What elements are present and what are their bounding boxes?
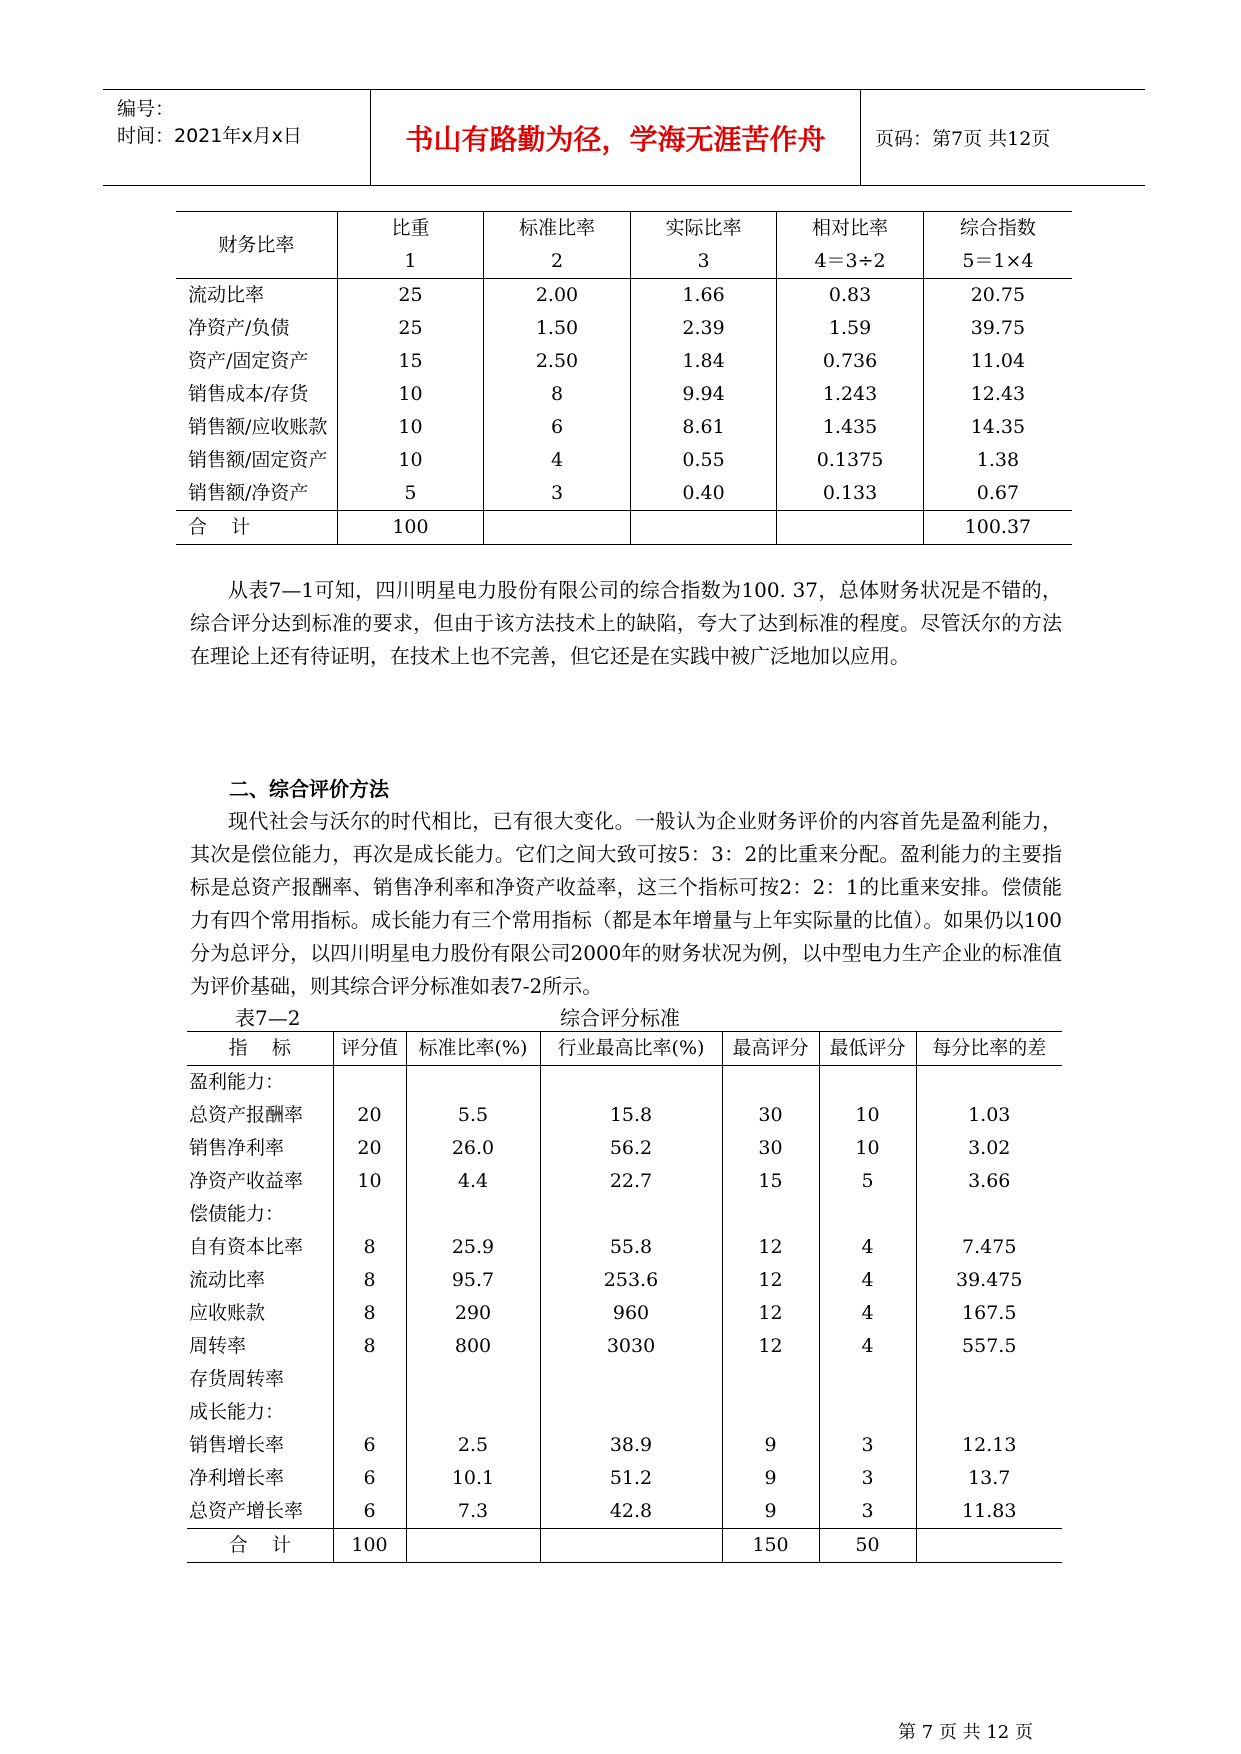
table2-cell: 偿债能力： [189, 1203, 285, 1225]
table1-cell: 0.40 [630, 477, 777, 511]
table2-cell: 167.5 [916, 1297, 1062, 1330]
table2-total-row [187, 1529, 1062, 1563]
table1-header-index: 4＝3÷2 [814, 250, 886, 272]
table1-total-cell: 合 计 [176, 511, 337, 545]
table2-cell [819, 1396, 916, 1429]
table2-row [187, 1330, 1062, 1363]
table2-cell: 1.03 [916, 1099, 1062, 1132]
table2-cell: 3 [819, 1429, 916, 1462]
table2-header-cell: 指 标 [187, 1032, 333, 1066]
table2-cell: 销售增长率 [189, 1434, 285, 1456]
table2-cell: 9 [722, 1462, 819, 1495]
table2-cell: 3 [819, 1462, 916, 1495]
table2-cell: 42.8 [540, 1495, 722, 1529]
table2-cell: 55.8 [540, 1231, 722, 1264]
table2-cell: 12.13 [916, 1429, 1062, 1462]
table2-cell [722, 1066, 819, 1100]
table1-header-cell [484, 212, 631, 279]
table2-cell: 3.66 [916, 1165, 1062, 1198]
table1-header-label: 标准比率 [518, 217, 595, 239]
table1-header-label: 实际比率 [665, 217, 742, 239]
table1-header-cell [337, 212, 484, 279]
table2-cell: 12 [722, 1231, 819, 1264]
table1-header-row [176, 212, 1072, 279]
table1-cell: 销售额/应收账款 [188, 416, 328, 438]
table1-total-cell: 100.37 [923, 511, 1072, 545]
table2-cell: 6 [333, 1429, 406, 1462]
table1-cell: 1.66 [630, 279, 777, 313]
table1-cell: 12.43 [923, 378, 1072, 411]
table1-cell: 4 [484, 444, 631, 477]
table1-cell: 2.39 [630, 312, 777, 345]
table2-cell [406, 1198, 540, 1231]
table1-cell: 销售额/净资产 [188, 482, 309, 504]
table2-total-cell [406, 1529, 540, 1563]
table2-total-cell: 150 [722, 1529, 819, 1563]
table2-row [187, 1198, 1062, 1231]
table2-cell: 8 [333, 1297, 406, 1330]
table2-row [187, 1264, 1062, 1297]
table1-header-cell [176, 212, 337, 279]
table2-header-cell: 每分比率的差 [916, 1032, 1062, 1066]
table1-cell: 0.736 [777, 345, 924, 378]
table2-cell [333, 1396, 406, 1429]
table2-cell: 557.5 [916, 1330, 1062, 1363]
table1-header-label: 比重 [391, 217, 430, 239]
table2-cell: 4 [819, 1264, 916, 1297]
table1-cell: 1.59 [777, 312, 924, 345]
table2-cell: 800 [406, 1330, 540, 1363]
table1-cell: 25 [337, 312, 484, 345]
paragraph-2: 现代社会与沃尔的时代相比，已有很大变化。一般认为企业财务评价的内容首先是盈利能力，其次是偿位能力，再次是成长能力。它们之间大致可按5：3：2的比重来分配。盈利能力的主要指标是总资产报酬率、销售净利率和净资产收益率，这三个指标可按2：2：1的比重来安排。偿债能力有四个常用指标。成长能力有三个常用指标（都是本年增量与上年实际量的比值）。如果仍以100分为总评分，以四川明星电力股份有限公司2000年的财务状况为例，以中型电力生产企业的标准值为评价基础，则其综合评分标准如表7-2所示。 [190, 809, 1062, 998]
table2-cell [333, 1198, 406, 1231]
table2-cell: 51.2 [540, 1462, 722, 1495]
table2-cell: 95.7 [406, 1264, 540, 1297]
financial-ratio-table [176, 211, 1072, 545]
table1-total-cell: 100 [337, 511, 484, 545]
table2-cell: 26.0 [406, 1132, 540, 1165]
table2-cell [540, 1198, 722, 1231]
table2-cell: 12 [722, 1297, 819, 1330]
table2-row [187, 1429, 1062, 1462]
table1-total-cell [777, 511, 924, 545]
table1-cell: 净资产/负债 [188, 317, 290, 339]
table1-row [176, 477, 1072, 511]
header-motto: 书山有路勤为径，学海无涯苦作舟 [405, 122, 826, 156]
table2-cell: 38.9 [540, 1429, 722, 1462]
table2-total-cell: 100 [333, 1529, 406, 1563]
table1-cell: 2.50 [484, 345, 631, 378]
table2-cell: 3030 [540, 1330, 722, 1363]
table2-row [187, 1165, 1062, 1198]
table1-header-label: 相对比率 [812, 217, 889, 239]
table2-cell: 总资产增长率 [189, 1500, 304, 1522]
table2-cell: 56.2 [540, 1132, 722, 1165]
table2-cell: 5.5 [406, 1099, 540, 1132]
table1-cell: 39.75 [923, 312, 1072, 345]
table1-cell: 3 [484, 477, 631, 511]
table1-header-cell [923, 212, 1072, 279]
table2-cell: 10 [819, 1132, 916, 1165]
table2-cell: 应收账款 [189, 1302, 266, 1324]
table1-cell: 0.1375 [777, 444, 924, 477]
table2-cell: 自有资本比率 [189, 1236, 304, 1258]
table2-cell: 15 [722, 1165, 819, 1198]
table2-cell: 成长能力： [189, 1401, 285, 1423]
table2-cell: 12 [722, 1330, 819, 1363]
table1-cell: 1.38 [923, 444, 1072, 477]
table2-cell: 960 [540, 1297, 722, 1330]
header-page-label: 页码：第7页 共12页 [875, 128, 1051, 150]
table1-cell: 11.04 [923, 345, 1072, 378]
table1-cell: 1.435 [777, 411, 924, 444]
table1-cell: 0.133 [777, 477, 924, 511]
table1-cell: 25 [337, 279, 484, 313]
table1-cell: 8 [484, 378, 631, 411]
table2-cell: 7.475 [916, 1231, 1062, 1264]
table2-title: 综合评分标准 [560, 1006, 680, 1030]
table1-cell: 1.84 [630, 345, 777, 378]
table2-cell [406, 1396, 540, 1429]
table1-cell: 20.75 [923, 279, 1072, 313]
table2-cell: 流动比率 [189, 1269, 266, 1291]
table2-cell: 20 [333, 1099, 406, 1132]
table2-row [187, 1396, 1062, 1429]
table1-cell: 9.94 [630, 378, 777, 411]
table1-cell: 销售成本/存货 [188, 383, 309, 405]
table1-cell: 2.00 [484, 279, 631, 313]
page-header [103, 89, 1145, 186]
table1-cell: 0.55 [630, 444, 777, 477]
table1-header-index: 1 [404, 250, 417, 272]
table1-row [176, 411, 1072, 444]
table2-cell: 7.3 [406, 1495, 540, 1529]
table2-total-cell: 合 计 [187, 1529, 333, 1563]
table1-cell: 10 [337, 444, 484, 477]
table2-cell: 9 [722, 1429, 819, 1462]
table1-cell: 资产/固定资产 [188, 350, 309, 372]
table2-cell [916, 1198, 1062, 1231]
table2-cell [540, 1066, 722, 1100]
table1-header-index: 5＝1×4 [962, 250, 1034, 272]
table2-cell: 净资产收益率 [189, 1170, 304, 1192]
table2-row [187, 1495, 1062, 1529]
table1-cell: 10 [337, 411, 484, 444]
scoring-standard-table [187, 1031, 1062, 1563]
paragraph-1: 从表7—1可知，四川明星电力股份有限公司的综合指数为100. 37，总体财务状况是不错的，综合评分达到标准的要求，但由于该方法技术上的缺陷，夸大了达到标准的程度。尽管沃尔的方法在理论上还有待证明，在技术上也不完善，但它还是在实践中被广泛地加以应用。 [190, 578, 1062, 668]
table2-cell [916, 1363, 1062, 1396]
table2-row [187, 1231, 1062, 1264]
table2-label: 表7—2 [235, 1006, 301, 1030]
table2-cell: 22.7 [540, 1165, 722, 1198]
table1-cell: 流动比率 [188, 284, 265, 306]
table2-cell [819, 1363, 916, 1396]
table2-cell [333, 1066, 406, 1100]
table2-cell: 10 [333, 1165, 406, 1198]
table1-cell: 5 [337, 477, 484, 511]
table2-cell: 8 [333, 1264, 406, 1297]
table1-cell: 0.83 [777, 279, 924, 313]
table1-total-row [176, 511, 1072, 545]
table2-cell: 8 [333, 1330, 406, 1363]
table2-cell: 总资产报酬率 [189, 1104, 304, 1126]
table2-cell: 39.475 [916, 1264, 1062, 1297]
table1-header-index: 2 [550, 250, 564, 272]
table1-cell: 8.61 [630, 411, 777, 444]
table2-cell: 253.6 [540, 1264, 722, 1297]
table1-row [176, 312, 1072, 345]
table2-cell: 销售净利率 [189, 1137, 285, 1159]
table1-cell: 6 [484, 411, 631, 444]
table1-cell: 销售额/固定资产 [188, 449, 328, 471]
table2-cell: 12 [722, 1264, 819, 1297]
table2-row [187, 1099, 1062, 1132]
table2-cell [916, 1066, 1062, 1100]
table2-cell: 6 [333, 1462, 406, 1495]
section-title: 二、综合评价方法 [229, 777, 389, 801]
table2-cell: 存货周转率 [189, 1368, 285, 1390]
table1-cell: 1.243 [777, 378, 924, 411]
table2-cell: 290 [406, 1297, 540, 1330]
table2-row [187, 1297, 1062, 1330]
table1-cell: 0.67 [923, 477, 1072, 511]
time-label: 时间：2021年x月x日 [117, 125, 302, 147]
table1-header-label: 综合指数 [959, 217, 1036, 239]
table2-header-cell: 标准比率(%) [406, 1032, 540, 1066]
table2-cell: 9 [722, 1495, 819, 1529]
table2-cell: 13.7 [916, 1462, 1062, 1495]
table2-cell [540, 1363, 722, 1396]
table2-cell [722, 1363, 819, 1396]
table2-cell [819, 1198, 916, 1231]
table2-header-cell: 行业最高比率(%) [540, 1032, 722, 1066]
table2-cell [540, 1396, 722, 1429]
table2-row [187, 1066, 1062, 1100]
table2-cell: 盈利能力： [189, 1071, 285, 1093]
table1-cell: 1.50 [484, 312, 631, 345]
table2-cell: 11.83 [916, 1495, 1062, 1529]
table1-cell: 14.35 [923, 411, 1072, 444]
table2-cell: 5 [819, 1165, 916, 1198]
table2-cell [406, 1363, 540, 1396]
table2-cell: 25.9 [406, 1231, 540, 1264]
table1-header-cell [630, 212, 777, 279]
table2-cell [722, 1396, 819, 1429]
table1-header-index: 3 [697, 250, 710, 272]
table1-cell: 10 [337, 378, 484, 411]
table2-cell: 6 [333, 1495, 406, 1529]
table2-cell: 30 [722, 1132, 819, 1165]
table2-cell: 周转率 [189, 1335, 247, 1357]
number-label: 编号： [117, 98, 175, 120]
table2-cell: 4 [819, 1297, 916, 1330]
table2-cell: 净利增长率 [189, 1467, 285, 1489]
table2-cell: 20 [333, 1132, 406, 1165]
table1-row [176, 279, 1072, 313]
table2-cell: 3 [819, 1495, 916, 1529]
table2-cell [722, 1198, 819, 1231]
table2-cell: 3.02 [916, 1132, 1062, 1165]
table1-total-cell [630, 511, 777, 545]
table2-total-cell [916, 1529, 1062, 1563]
table2-total-cell: 50 [819, 1529, 916, 1563]
table2-cell: 4 [819, 1330, 916, 1363]
table1-total-cell [484, 511, 631, 545]
table2-cell: 15.8 [540, 1099, 722, 1132]
table2-cell: 4.4 [406, 1165, 540, 1198]
table1-cell: 15 [337, 345, 484, 378]
table2-header-row [187, 1032, 1062, 1066]
header-left [117, 96, 302, 150]
table2-header-cell: 最低评分 [819, 1032, 916, 1066]
table2-cell [819, 1066, 916, 1100]
table1-row [176, 378, 1072, 411]
table2-cell: 2.5 [406, 1429, 540, 1462]
table2-total-cell [540, 1529, 722, 1563]
table2-cell [333, 1363, 406, 1396]
table2-cell: 30 [722, 1099, 819, 1132]
table2-row [187, 1462, 1062, 1495]
table2-cell: 10.1 [406, 1462, 540, 1495]
table2-header-cell: 评分值 [333, 1032, 406, 1066]
table1-row [176, 345, 1072, 378]
table2-row [187, 1132, 1062, 1165]
table2-header-cell: 最高评分 [722, 1032, 819, 1066]
table2-cell: 4 [819, 1231, 916, 1264]
table1-header-label: 财务比率 [218, 233, 295, 256]
table2-cell [406, 1066, 540, 1100]
table2-cell: 8 [333, 1231, 406, 1264]
table2-cell: 10 [819, 1099, 916, 1132]
table1-header-cell [777, 212, 924, 279]
table1-row [176, 444, 1072, 477]
table2-cell [916, 1396, 1062, 1429]
table2-row [187, 1363, 1062, 1396]
page-footer: 第 7 页 共 12 页 [898, 1722, 1033, 1743]
